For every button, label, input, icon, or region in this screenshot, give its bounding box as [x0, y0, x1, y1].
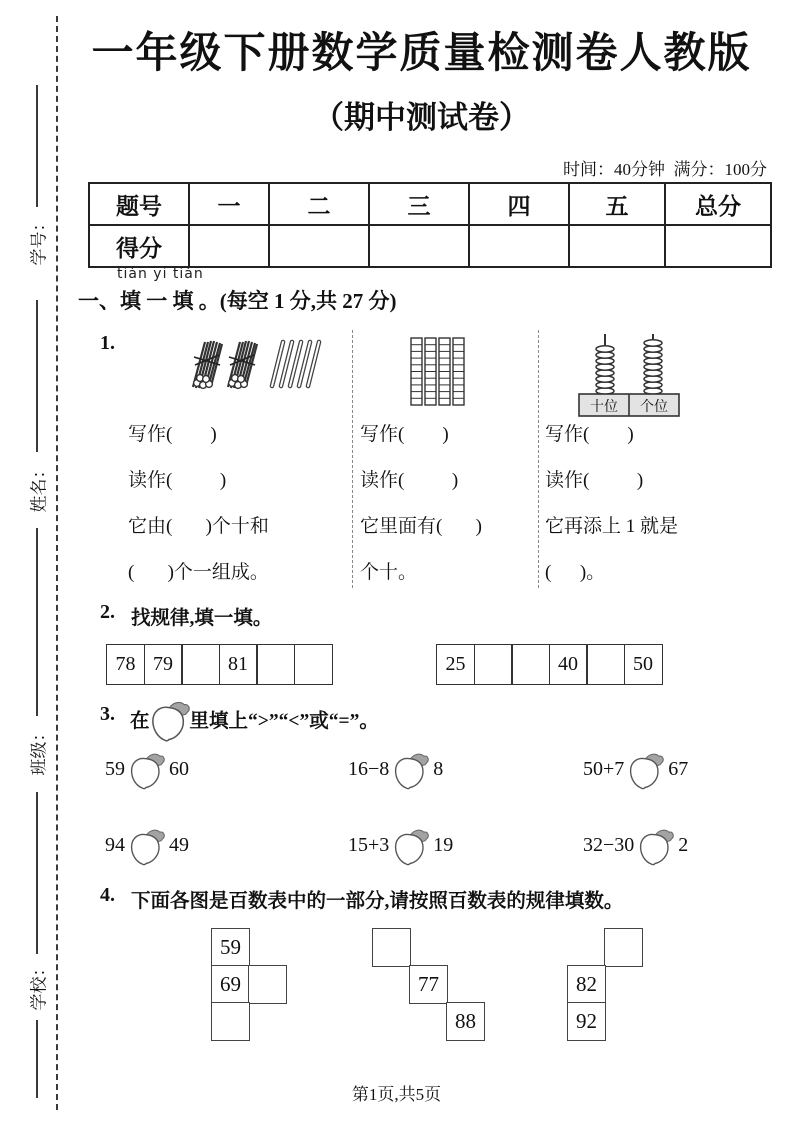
sequence-cell: 78 [106, 644, 145, 685]
score-cell [469, 225, 569, 267]
exam-subtitle: （期中测试卷） [313, 100, 530, 135]
score-cell [369, 225, 469, 267]
prompt-text: 里填上“>”“<”或“=”。 [189, 711, 379, 732]
abacus-place-label: 十位 [590, 400, 618, 415]
abacus-place-label: 个位 [640, 400, 668, 415]
base-ten-rods-icon [410, 336, 466, 408]
answer-line: 写作( ) [545, 424, 634, 445]
answer-line: 读作( ) [360, 470, 459, 491]
question-number: 2. [100, 601, 115, 623]
q1-column-2 [360, 412, 482, 596]
right-operand: 49 [169, 833, 189, 856]
score-header-cell: 一 [189, 183, 269, 225]
q1-column-1 [128, 412, 269, 596]
answer-line: ( )。 [545, 562, 606, 583]
comparison-item [348, 824, 453, 866]
radish-icon [129, 748, 165, 790]
sequence-cell [511, 644, 550, 685]
hundred-chart-cell [248, 965, 287, 1004]
comparison-item [105, 824, 189, 866]
hundred-chart-cell: 69 [211, 965, 250, 1004]
signature-line [36, 300, 38, 452]
answer-line: 写作( ) [360, 424, 449, 445]
sequence-cell [181, 644, 220, 685]
sequence-cell: 79 [144, 644, 183, 685]
hundred-chart-cell: 88 [446, 1002, 485, 1041]
sequence-cell: 40 [549, 644, 588, 685]
sequence-cell: 81 [219, 644, 258, 685]
radish-icon [150, 696, 190, 742]
column-divider [352, 330, 353, 588]
left-operand: 15+3 [348, 833, 390, 856]
sequence-cell [474, 644, 513, 685]
question-prompt: 找规律,填一填。 [131, 608, 273, 629]
seal-label-student-id: 学号： [29, 214, 49, 266]
abacus-icon [576, 332, 682, 418]
page-footer: 第1页,共5页 [351, 1085, 442, 1104]
score-table-corner: 题号 [89, 183, 189, 225]
seal-label-class: 班级： [29, 724, 49, 776]
prompt-text: 在 [130, 711, 150, 732]
question-prompt [130, 696, 379, 742]
hundred-chart-cell [211, 1002, 250, 1041]
sequence-cell [586, 644, 625, 685]
seal-dashed-line [56, 16, 58, 1110]
hundred-chart-cell: 82 [567, 965, 606, 1004]
sequence-cell: 50 [624, 644, 663, 685]
score-header-cell: 四 [469, 183, 569, 225]
radish-icon [393, 748, 429, 790]
score-row-label: 得分 [89, 225, 189, 267]
hundred-chart-cell: 59 [211, 928, 250, 967]
radish-icon [628, 748, 664, 790]
answer-line: 个十。 [360, 562, 418, 583]
score-header-cell: 总分 [665, 183, 771, 225]
hundred-chart-cell: 92 [567, 1002, 606, 1041]
right-operand: 67 [668, 757, 689, 780]
score-header-cell: 二 [269, 183, 369, 225]
comparison-item [105, 748, 189, 790]
sequence-cell: 25 [436, 644, 475, 685]
answer-line: ( )个一组成。 [128, 562, 269, 583]
score-cell [665, 225, 771, 267]
left-operand: 32−30 [583, 833, 635, 856]
column-divider [538, 330, 539, 588]
right-operand: 19 [433, 833, 454, 856]
answer-line: 读作( ) [545, 470, 644, 491]
seal-label-name: 姓名： [29, 461, 49, 513]
answer-line: 读作( ) [128, 470, 227, 491]
left-operand: 94 [105, 833, 125, 856]
radish-icon [393, 824, 429, 866]
comparison-item [583, 748, 688, 790]
number-sequence-2 [436, 644, 663, 685]
seal-label-school: 学校： [29, 959, 49, 1011]
radish-icon [638, 824, 674, 866]
signature-line [36, 528, 38, 716]
exam-meta: 时间：40分钟 满分：100分 [563, 160, 767, 179]
radish-icon [129, 824, 165, 866]
section-heading: 一、填 一 填 。(每空 1 分,共 27 分) [78, 289, 397, 313]
comparison-item [583, 824, 688, 866]
left-operand: 50+7 [583, 757, 625, 780]
score-cell [269, 225, 369, 267]
signature-line [36, 85, 38, 207]
answer-line: 写作( ) [128, 424, 217, 445]
counting-sticks-icon [180, 335, 334, 393]
comparison-item [348, 748, 443, 790]
answer-line: 它由( )个十和 [128, 516, 269, 537]
pinyin-annotation: tián yi tián [117, 266, 204, 282]
question-number: 1. [100, 332, 115, 354]
right-operand: 60 [169, 757, 189, 780]
signature-line [36, 792, 38, 954]
hundred-chart-cell: 77 [409, 965, 448, 1004]
score-header-cell: 五 [569, 183, 665, 225]
sequence-cell [294, 644, 333, 685]
score-cell [569, 225, 665, 267]
sequence-cell [256, 644, 295, 685]
hundred-chart-cell [372, 928, 411, 967]
number-sequence-1 [106, 644, 333, 685]
answer-line: 它再添上 1 就是 [545, 516, 679, 537]
right-operand: 8 [433, 757, 444, 780]
score-header-cell: 三 [369, 183, 469, 225]
hundred-chart-cell [604, 928, 643, 967]
score-table [88, 182, 772, 268]
question-number: 3. [100, 703, 115, 725]
q1-column-3 [545, 412, 678, 596]
left-operand: 16−8 [348, 757, 390, 780]
score-cell [189, 225, 269, 267]
right-operand: 2 [678, 833, 689, 856]
question-prompt: 下面各图是百数表中的一部分,请按照百数表的规律填数。 [131, 891, 624, 912]
answer-line: 它里面有( ) [360, 516, 482, 537]
exam-title: 一年级下册数学质量检测卷人教版 [91, 31, 752, 77]
left-operand: 59 [105, 757, 125, 780]
question-number: 4. [100, 884, 115, 906]
